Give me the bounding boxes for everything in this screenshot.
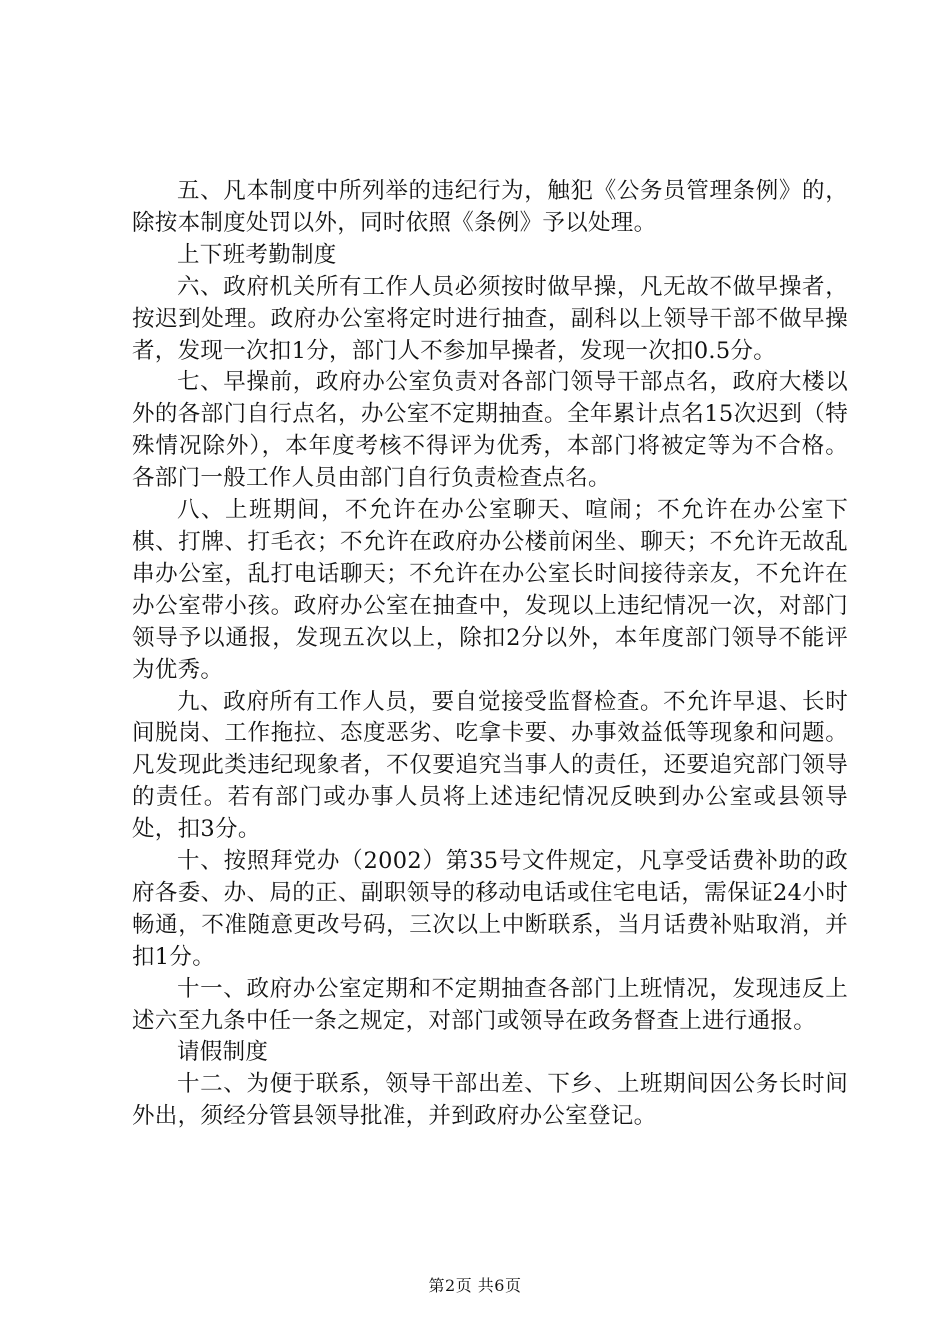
section-heading-attendance: 上下班考勤制度	[177, 241, 337, 268]
paragraph-article-7: 七、早操前，政府办公室负责对各部门领导干部点名，政府大楼以外的各部门自行点名，办公室不定期抽查。全年累计点名15次迟到（特殊情况除外），本年度考核不得评为优秀，本部门将被定等为不合格。各部门一般工作人员由部门自行负责检查点名。	[132, 369, 848, 492]
paragraph-article-9: 九、政府所有工作人员，要自觉接受监督检查。不允许早退、长时间脱岗、工作拖拉、态度恶劣、吃拿卡要、办事效益低等现象和问题。凡发现此类违纪现象者，不仅要追究当事人的责任，还要追究部门领导的责任。若有部门或办事人员将上述违纪情况反映到办公室或县领导处，扣3分。	[132, 688, 848, 843]
section-heading-leave: 请假制度	[177, 1039, 269, 1066]
paragraph-article-6: 六、政府机关所有工作人员必须按时做早操，凡无故不做早操者，按迟到处理。政府办公室将定时进行抽查，副科以上领导干部不做早操者，发现一次扣1分，部门人不参加早操者，发现一次扣0.5分。	[132, 273, 848, 364]
paragraph-article-12: 十二、为便于联系，领导干部出差、下乡、上班期间因公务长时间外出，须经分管县领导批准，并到政府办公室登记。	[132, 1071, 848, 1130]
page-number-footer: 第2页 共6页	[428, 1276, 522, 1295]
paragraph-article-10: 十、按照拜党办（2002）第35号文件规定，凡享受话费补助的政府各委、办、局的正、副职领导的移动电话或住宅电话，需保证24小时畅通，不准随意更改号码，三次以上中断联系，当月话费补贴取消，并扣1分。	[132, 848, 848, 970]
paragraph-article-11: 十一、政府办公室定期和不定期抽查各部门上班情况，发现违反上述六至九条中任一条之规定，对部门或领导在政务督查上进行通报。	[132, 975, 848, 1034]
document-body	[132, 176, 848, 1133]
paragraph-article-5: 五、凡本制度中所列举的违纪行为，触犯《公务员管理条例》的，除按本制度处罚以外，同时依照《条例》予以处理。	[132, 178, 848, 236]
paragraph-article-8: 八、上班期间，不允许在办公室聊天、喧闹；不允许在办公室下棋、打牌、打毛衣；不允许在政府办公楼前闲坐、聊天；不允许无故乱串办公室，乱打电话聊天；不允许在办公室长时间接待亲友，不允许在办公室带小孩。政府办公室在抽查中，发现以上违纪情况一次，对部门领导予以通报，发现五次以上，除扣2分以外，本年度部门领导不能评为优秀。	[132, 497, 848, 683]
